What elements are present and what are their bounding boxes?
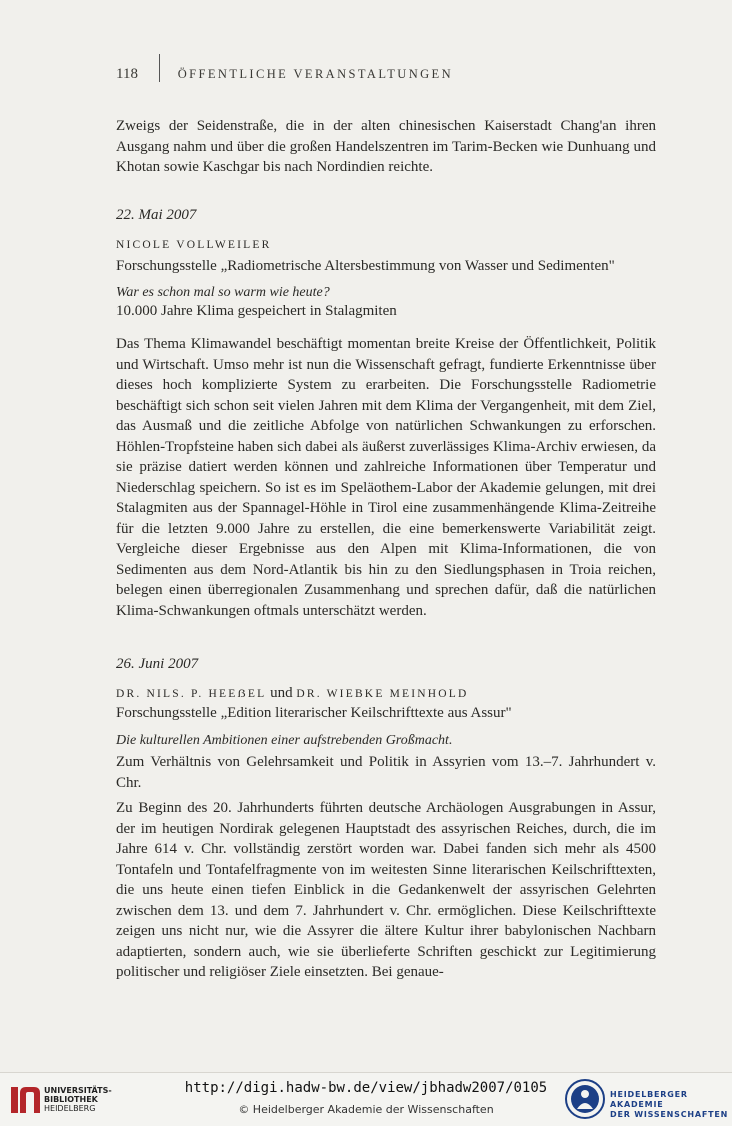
header-rule xyxy=(159,54,160,82)
section2-talk-title: Die kulturellen Ambitionen einer aufstrebenden Großmacht. xyxy=(116,733,453,748)
running-header xyxy=(116,66,453,83)
section1-date: 22. Mai 2007 xyxy=(116,207,197,223)
section1-unit: Forschungsstelle „Radiometrische Altersbestimmung von Wasser und Sedimenten" xyxy=(116,258,615,274)
section1-speaker: NICOLE VOLLWEILER xyxy=(116,239,272,251)
copyright-notice: © Heidelberger Akademie der Wissenschaften xyxy=(238,1103,494,1116)
page-number: 118 xyxy=(116,66,138,82)
running-title: ÖFFENTLICHE VERANSTALTUNGEN xyxy=(177,67,454,81)
university-library-logo-text: UNIVERSITÄTS- BIBLIOTHEK HEIDELBERG xyxy=(44,1086,112,1113)
academy-logo-text: HEIDELBERGER AKADEMIE DER WISSENSCHAFTEN xyxy=(610,1090,729,1119)
section2-unit: Forschungsstelle „Edition literarischer Keilschrifttexte aus Assur" xyxy=(116,705,512,721)
academy-seal-icon xyxy=(565,1079,605,1119)
section2-speakers xyxy=(116,685,469,702)
section2-body: Zu Beginn des 20. Jahrhunderts führten deutsche Archäologen Ausgrabungen in Assur, der im heutigen Nordirak gelegenen Hauptstadt des assyrischen Reiches, durch, die im Jahre 614 v. Chr. vollständig zerstört worden war. Dabei fanden sich mehr als 4500 Tontafeln und Tontafelfragmente von im weitesten Sinne literarischen Keilschrifttexten, die uns heute einen tiefen Einblick in die Gedankenwelt der assyrischen Gelehrten zwischen dem 13. und dem 7. Jahrhundert v. Chr. ermöglichen. Diese Keilschrifttexte zeigen uns nicht nur, wie die Assyrer die ältere Kultur ihrer babylonischen Nachbarn adaptierten, sondern auch, wie sie überlieferte Schriften geschickt zur Legitimierung politischer und religiöser Ziele einsetzten. Bei genaue- xyxy=(116,800,656,980)
permalink[interactable]: http://digi.hadw-bw.de/view/jbhadw2007/0105 xyxy=(184,1080,548,1096)
section1-body: Das Thema Klimawandel beschäftigt momentan breite Kreise der Öffentlichkeit, Politik und Wirtschaft. Umso mehr ist nun die Wissenschaft gefragt, fundierte Erkenntnisse über dieses hoch komplizierte System zu erarbeiten. Die Forschungsstelle Radiometrie beschäftigt sich schon seit vielen Jahren mit dem Klima der Vergangenheit, mit dem Ziel, das Ausmaß und die zeitliche Abfolge von natürlichen Schwankungen zu erforschen. Höhlen-Tropfsteine haben sich dabei als äußerst zuverlässiges Klima-Archiv erwiesen, da sie präzise datiert werden können und zahlreiche Informationen über Temperatur und Niederschlag speichern. So ist es im Speläothem-Labor der Akademie gelungen, mit drei Stalagmiten aus der Spannagel-Höhle in Tirol eine zusammenhängende Klima-Zeitreihe für die letzten 9.000 Jahre zu erstellen, die eine bemerkenswerte Variabilität zeigt. Vergleiche dieser Ergebnisse aus den Alpen mit Klima-Informationen, die von Sedimenten aus dem Nord-Atlantik bis hin zu den Siedlungsphasen in Troia reichen, belegen einen überregionalen Zusammenhang und sprechen dafür, daß die natürlichen Klima-Schwankungen oftmals unterschätzt werden. xyxy=(116,336,656,619)
section1-talk-subtitle: 10.000 Jahre Klima gespeichert in Stalagmiten xyxy=(116,303,397,319)
section1-talk-title: War es schon mal so warm wie heute? xyxy=(116,285,330,300)
section2-date: 26. Juni 2007 xyxy=(116,656,199,672)
section2-speaker-connector: und xyxy=(270,685,293,701)
intro-paragraph: Zweigs der Seidenstraße, die in der alten chinesischen Kaiserstadt Chang'an ihren Ausgang nahm und über die großen Handelszentren im Tarim-Becken wie Dunhuang und Khotan sowie Kaschgar bis nach Nordindien reichte. xyxy=(116,118,656,175)
section2-speaker-1: DR. NILS. P. HEEẞEL xyxy=(116,688,267,700)
section2-speaker-2: DR. WIEBKE MEINHOLD xyxy=(296,688,469,700)
viewer-footer xyxy=(0,1072,732,1126)
section2-talk-subtitle: Zum Verhältnis von Gelehrsamkeit und Politik in Assyrien vom 13.–7. Jahrhundert v. Chr. xyxy=(116,754,656,791)
